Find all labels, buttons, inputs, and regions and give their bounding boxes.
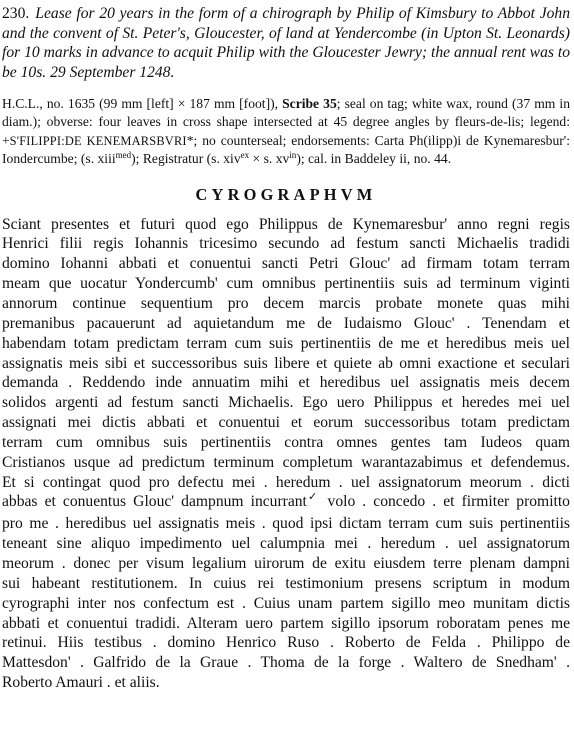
charter-line: domino Iohanni abbati et conuentui sancti Petri Glouc' ad firmam totam terram (2, 255, 570, 273)
description-part-2: ; seal on tag; white wax, round (37 mm in diam.); obverse: four leaves in cross shape intersected at 45 degree angles by fleurs-de-lis; legend: + (2, 96, 570, 148)
description-part-5: × s. xv (249, 151, 290, 167)
charter-line: habendam totam predictam terram cum suis pertinentiis de me et heredibus meis uel (2, 334, 570, 352)
charter-line: annorum continue sequentium pro decem marcis probate monete quas mihi (2, 295, 570, 312)
charter-line-end: volo . concedo . et firmiter promitto (320, 493, 570, 511)
charter-line: retinui. Hiis testibus . domino Henrico Ruso . Roberto de Felda . Philippo de (2, 634, 570, 652)
check-mark-icon: ✓ (304, 491, 321, 504)
charter-line: Et si contingat quod pro defectu mei . heredum . uel assignatorum meorum . dicti (2, 473, 570, 491)
charter-line: Henrici filii regis Iohannis tricesimo secundo ad festum sancti Michaelis tradidi (2, 235, 570, 253)
charter-line: assignatis meis sibi et successoribus suis libere et quiete ab omni exactione et seculari (2, 354, 570, 372)
charter-line-with-mark (2, 492, 570, 514)
charter-line: meorum . donec per visum legalium uirorum de exitu eiusdem terre plenam dampni (2, 554, 570, 572)
charter-line: demanda . Reddendo inde annuatim mihi et heredibus uel assignatis meis decem (2, 374, 570, 392)
charter-line: Cristianos usque ad predictum terminum completum warantazabimus et defendemus. (2, 453, 570, 471)
charter-line: meam que uocatur Yondercumb' cum omnibus pertinentiis suis ad terminum viginti (2, 275, 570, 293)
archival-description (2, 95, 570, 169)
date-superscript-ex: ex (240, 150, 250, 161)
charter-line: teneant sine aliquo impedimento uel calumpnia mei . heredum . uel assignatorum (2, 535, 570, 553)
charter-line: premanibus pacauerunt ad aquietandum me de Iudaismo Glouc' . Tenendam et (2, 314, 570, 332)
date-superscript-in: in (289, 150, 297, 161)
description-part-1: H.C.L., no. 1635 (99 mm [left] × 187 mm [foot]), (2, 96, 283, 111)
charter-line: terram cum omnibus suis pertinentiis contra omnes gentes tam Iudeos quam (2, 433, 570, 451)
charter-line-start: abbas et conuentus Glouc' dampnum incurrant (2, 493, 307, 511)
entry-heading (2, 4, 570, 82)
charter-line: Sciant presentes et futuri quod ego Philippus de Kynemaresbur' anno regni regis (2, 215, 570, 233)
date-superscript-med: med (115, 150, 132, 161)
charter-line: assignati mei dictis abbati et conuentui et eorum successoribus totam predictam (2, 414, 570, 432)
entry-number: 230. (2, 5, 30, 22)
charter-line: sui habeant restitutionem. In cuius rei testimonium presens scriptum in modum (2, 574, 570, 592)
charter-line: abbati et conuentui tradidi. Alteram uero partem sigillo ipsorum roboratam penes me (2, 614, 570, 632)
description-part-4: ); Registratur (s. xiv (131, 151, 241, 167)
charter-text (2, 215, 570, 693)
entry-title: Lease for 20 years in the form of a chirograph by Philip of Kimsbury to Abbot John and the convent of St. Peter's, Gloucester, of land at Yendercombe (in Upton St. Leonards) for 10 marks in advance to acquit Philip with the Gloucester Jewry; the annual rent was to be 10s. 29 September 1248. (2, 5, 570, 81)
charter-line: cyrographi inter nos confectum est . Cuius unam partem sigillo meo munitam dictis (2, 594, 570, 612)
charter-line: Mattesdon' . Galfrido de la Graue . Thoma de la forge . Waltero de Snedham' . (2, 654, 570, 672)
charter-line: pro me . heredibus uel assignatis meis . quod ipsi dictam terram cum suis pertinentiis (2, 515, 570, 533)
description-part-6: ); cal. in Baddeley ii, no. 44. (296, 151, 452, 167)
charter-line: Roberto Amauri . et aliis. (2, 674, 160, 692)
charter-line: solidos argenti ad festum sancti Michaelis. Ego uero Philippus et heredes mei uel (2, 394, 570, 412)
section-title: CYROGRAPHVM (195, 184, 377, 204)
scribe-label: Scribe 35 (282, 96, 337, 111)
document-page (2, 4, 570, 693)
description-part-3: *; no counterseal; endorsements: Carta Ph(ilipp)i de Kynemaresbur': Iondercumbe; (s. xiii (2, 132, 571, 167)
seal-legend: S'FILIPPI:DE KENEMARSBVRI (9, 133, 187, 148)
